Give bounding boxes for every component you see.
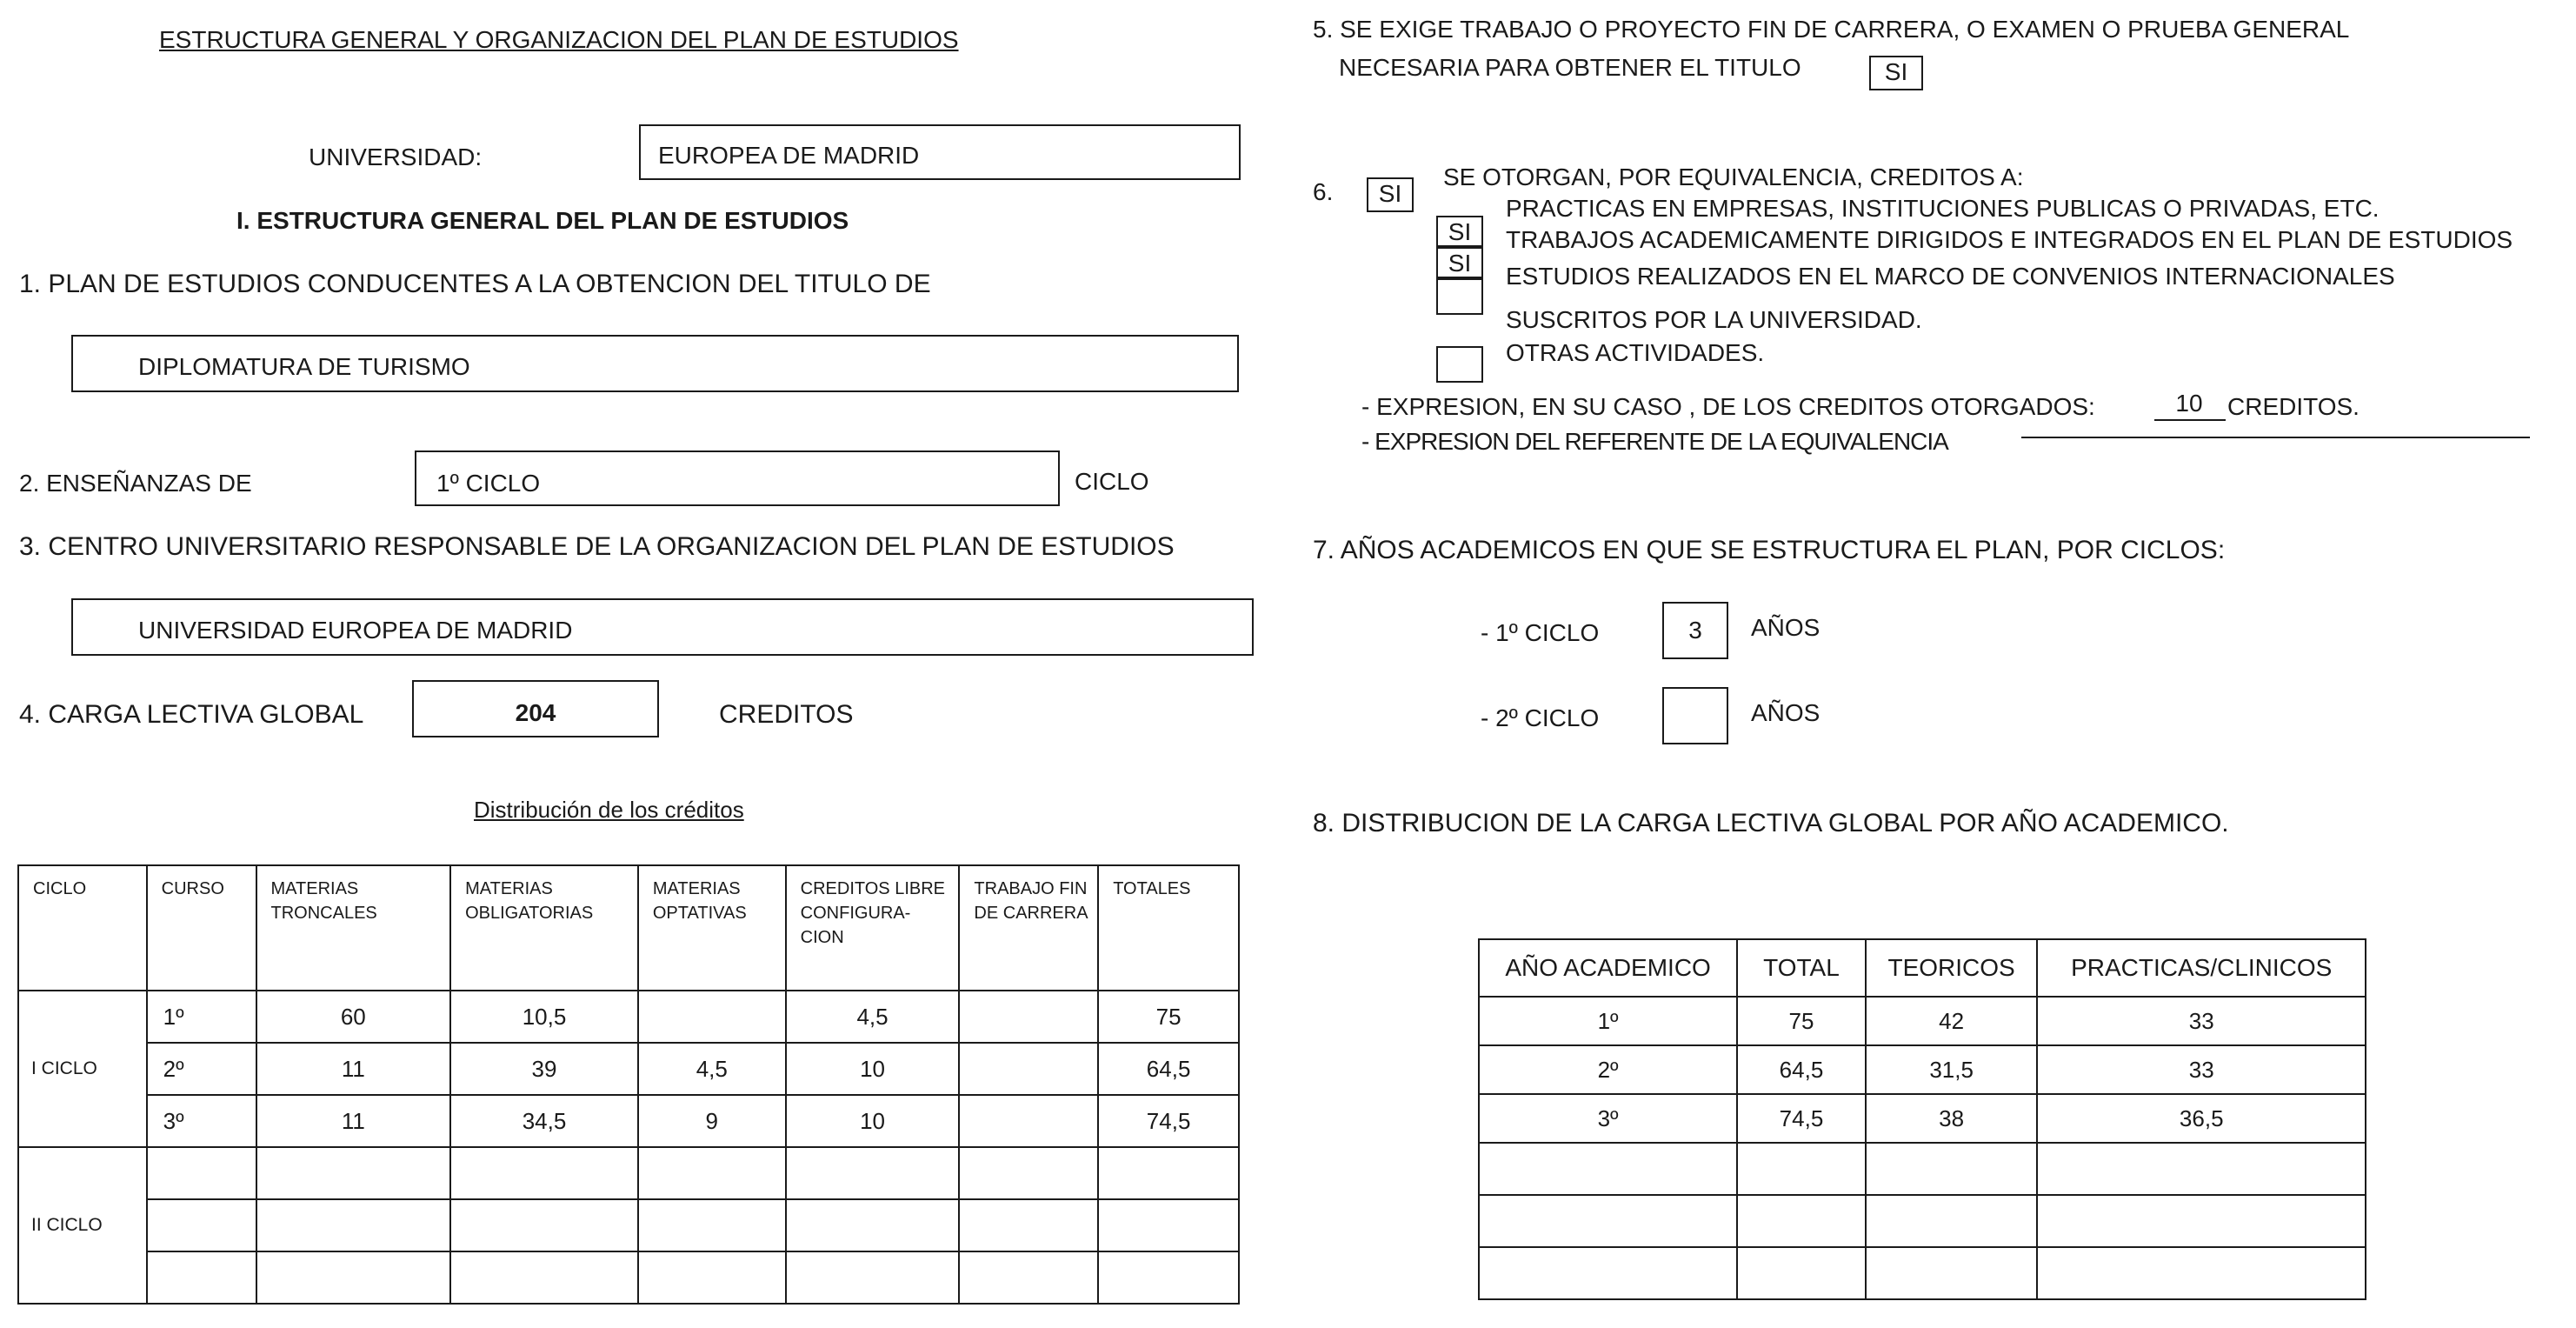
table-cell: 31,5 [1866, 1045, 2038, 1094]
col-trabajo: TRABAJO FIN DE CARRERA [959, 865, 1098, 991]
expresion-creditos-suffix: CREDITOS. [2227, 393, 2360, 420]
col-curso: CURSO [147, 865, 256, 991]
q3-label: 3. CENTRO UNIVERSITARIO RESPONSABLE DE LA ORGANIZACION DEL PLAN DE ESTUDIOS [19, 532, 1175, 561]
q7-label: 7. AÑOS ACADEMICOS EN QUE SE ESTRUCTURA EL PLAN, POR CICLOS: [1313, 536, 2226, 564]
q4-label: 4. CARGA LECTIVA GLOBAL [19, 700, 364, 729]
table-cell [959, 991, 1098, 1043]
table-cell: 39 [450, 1043, 638, 1095]
table-cell: 2º [1479, 1045, 1737, 1094]
col-teoricos: TEORICOS [1866, 939, 2038, 997]
section-title: I. ESTRUCTURA GENERAL DEL PLAN DE ESTUDIOS [236, 207, 849, 234]
q7-ciclo2-value-box [1662, 687, 1728, 744]
q1-label: 1. PLAN DE ESTUDIOS CONDUCENTES A LA OBTENCION DEL TITULO DE [19, 270, 931, 298]
table-cell: 75 [1098, 991, 1239, 1043]
table-row [18, 1147, 1239, 1199]
q5-value-box: SI [1869, 56, 1923, 90]
q6-option1-label: PRACTICAS EN EMPRESAS, INSTITUCIONES PUBLICAS O PRIVADAS, ETC. [1506, 195, 2380, 222]
table-cell: 38 [1866, 1094, 2038, 1143]
distribution-title: Distribución de los créditos [474, 797, 744, 823]
table-cell: 75 [1737, 997, 1866, 1045]
q6-option2-checkbox: SI [1436, 247, 1483, 278]
q6-option1-checkbox: SI [1436, 216, 1483, 247]
q6-label: SE OTORGAN, POR EQUIVALENCIA, CREDITOS A: [1443, 163, 2024, 190]
col-troncales: MATERIAS TRONCALES [256, 865, 451, 991]
table-cell: 10 [786, 1095, 960, 1147]
table-row [18, 991, 1239, 1043]
carga-value: 204 [515, 699, 556, 726]
table-cell: 3º [147, 1095, 256, 1147]
annual-header-row [1479, 939, 2366, 997]
table-cell: 34,5 [450, 1095, 638, 1147]
table-cell [638, 991, 786, 1043]
universidad-value: EUROPEA DE MADRID [658, 142, 920, 169]
annual-table [1478, 938, 2366, 1300]
table-cell: 64,5 [1098, 1043, 1239, 1095]
table-cell: 33 [2037, 997, 2366, 1045]
table-cell: 33 [2037, 1045, 2366, 1094]
centro-value: UNIVERSIDAD EUROPEA DE MADRID [138, 617, 573, 644]
table-cell: 60 [256, 991, 451, 1043]
q6-option3-checkbox [1436, 278, 1483, 315]
table-row [18, 1251, 1239, 1304]
q7-ciclo1-label: - 1º CICLO [1481, 619, 1600, 646]
q6-value-box: SI [1367, 177, 1414, 212]
table-cell: 4,5 [786, 991, 960, 1043]
q7-ciclo2-label: - 2º CICLO [1481, 704, 1600, 731]
q6-option3-label: ESTUDIOS REALIZADOS EN EL MARCO DE CONVENIOS INTERNACIONALES [1506, 263, 2395, 290]
creditos-suffix: CREDITOS [719, 700, 854, 729]
table-cell: 36,5 [2037, 1094, 2366, 1143]
ciclo-2-cell: II CICLO [18, 1147, 147, 1304]
universidad-field [639, 124, 1241, 180]
col-ciclo: CICLO [18, 865, 147, 991]
ciclo-suffix: CICLO [1075, 468, 1149, 495]
q6-option2-label: TRABAJOS ACADEMICAMENTE DIRIGIDOS E INTEGRADOS EN EL PLAN DE ESTUDIOS [1506, 226, 2513, 253]
table-cell: 42 [1866, 997, 2038, 1045]
table-cell: 2º [147, 1043, 256, 1095]
ensenanzas-value: 1º CICLO [436, 470, 541, 497]
q6-option3-label-line2: SUSCRITOS POR LA UNIVERSIDAD. [1506, 306, 1922, 333]
table-row [18, 1095, 1239, 1147]
q5-line2: NECESARIA PARA OBTENER EL TITULO [1339, 54, 1801, 81]
table-cell: 4,5 [638, 1043, 786, 1095]
ensenanzas-field [415, 450, 1060, 506]
credits-table [17, 864, 1240, 1305]
col-anio: AÑO ACADEMICO [1479, 939, 1737, 997]
q2-label: 2. ENSEÑANZAS DE [19, 470, 252, 497]
table-row [1479, 1045, 2366, 1094]
q6-option4-checkbox [1436, 346, 1483, 383]
table-cell [959, 1043, 1098, 1095]
expresion-referente-label: - EXPRESION DEL REFERENTE DE LA EQUIVALENCIA [1361, 428, 1948, 455]
table-cell: 3º [1479, 1094, 1737, 1143]
col-practicas: PRACTICAS/CLINICOS [2037, 939, 2366, 997]
expresion-creditos-label: - EXPRESION, EN SU CASO , DE LOS CREDITOS OTORGADOS: [1361, 393, 2095, 420]
table-cell: 11 [256, 1043, 451, 1095]
table-cell: 74,5 [1098, 1095, 1239, 1147]
table-row [1479, 1094, 2366, 1143]
table-row [1479, 1195, 2366, 1247]
centro-field [71, 598, 1254, 656]
col-optativas: MATERIAS OPTATIVAS [638, 865, 786, 991]
ciclo-1-cell: I CICLO [18, 991, 147, 1147]
table-cell: 11 [256, 1095, 451, 1147]
table-cell: 1º [1479, 997, 1737, 1045]
col-totales: TOTALES [1098, 865, 1239, 991]
table-cell: 74,5 [1737, 1094, 1866, 1143]
col-total: TOTAL [1737, 939, 1866, 997]
table-cell: 10,5 [450, 991, 638, 1043]
table-cell: 1º [147, 991, 256, 1043]
expresion-referente-line [2021, 437, 2530, 438]
table-row [1479, 1143, 2366, 1195]
q5-line1: 5. SE EXIGE TRABAJO O PROYECTO FIN DE CARRERA, O EXAMEN O PRUEBA GENERAL [1313, 16, 2350, 43]
table-cell: 9 [638, 1095, 786, 1147]
col-libre: CREDITOS LIBRE CONFIGURA-CION [786, 865, 960, 991]
q6-number: 6. [1313, 178, 1334, 205]
q8-label: 8. DISTRIBUCION DE LA CARGA LECTIVA GLOBAL POR AÑO ACADEMICO. [1313, 809, 2229, 838]
titulo-value: DIPLOMATURA DE TURISMO [138, 353, 470, 380]
expresion-creditos-underline [2154, 419, 2226, 421]
q7-ciclo1-value-box: 3 [1662, 602, 1728, 659]
header-title: ESTRUCTURA GENERAL Y ORGANIZACION DEL PLAN DE ESTUDIOS [159, 26, 959, 53]
credits-header-row [18, 865, 1239, 991]
carga-field [412, 680, 659, 737]
q7-ciclo1-unit: AÑOS [1751, 614, 1821, 641]
q6-option4-label: OTRAS ACTIVIDADES. [1506, 339, 1765, 366]
table-row [1479, 1247, 2366, 1299]
table-cell: 64,5 [1737, 1045, 1866, 1094]
universidad-label: UNIVERSIDAD: [309, 143, 483, 170]
titulo-field [71, 335, 1239, 392]
table-row [18, 1043, 1239, 1095]
table-row [1479, 997, 2366, 1045]
table-cell [959, 1095, 1098, 1147]
col-obligatorias: MATERIAS OBLIGATORIAS [450, 865, 638, 991]
q7-ciclo2-unit: AÑOS [1751, 699, 1821, 726]
table-cell: 10 [786, 1043, 960, 1095]
expresion-creditos-value: 10 [2175, 390, 2203, 417]
table-row [18, 1199, 1239, 1251]
